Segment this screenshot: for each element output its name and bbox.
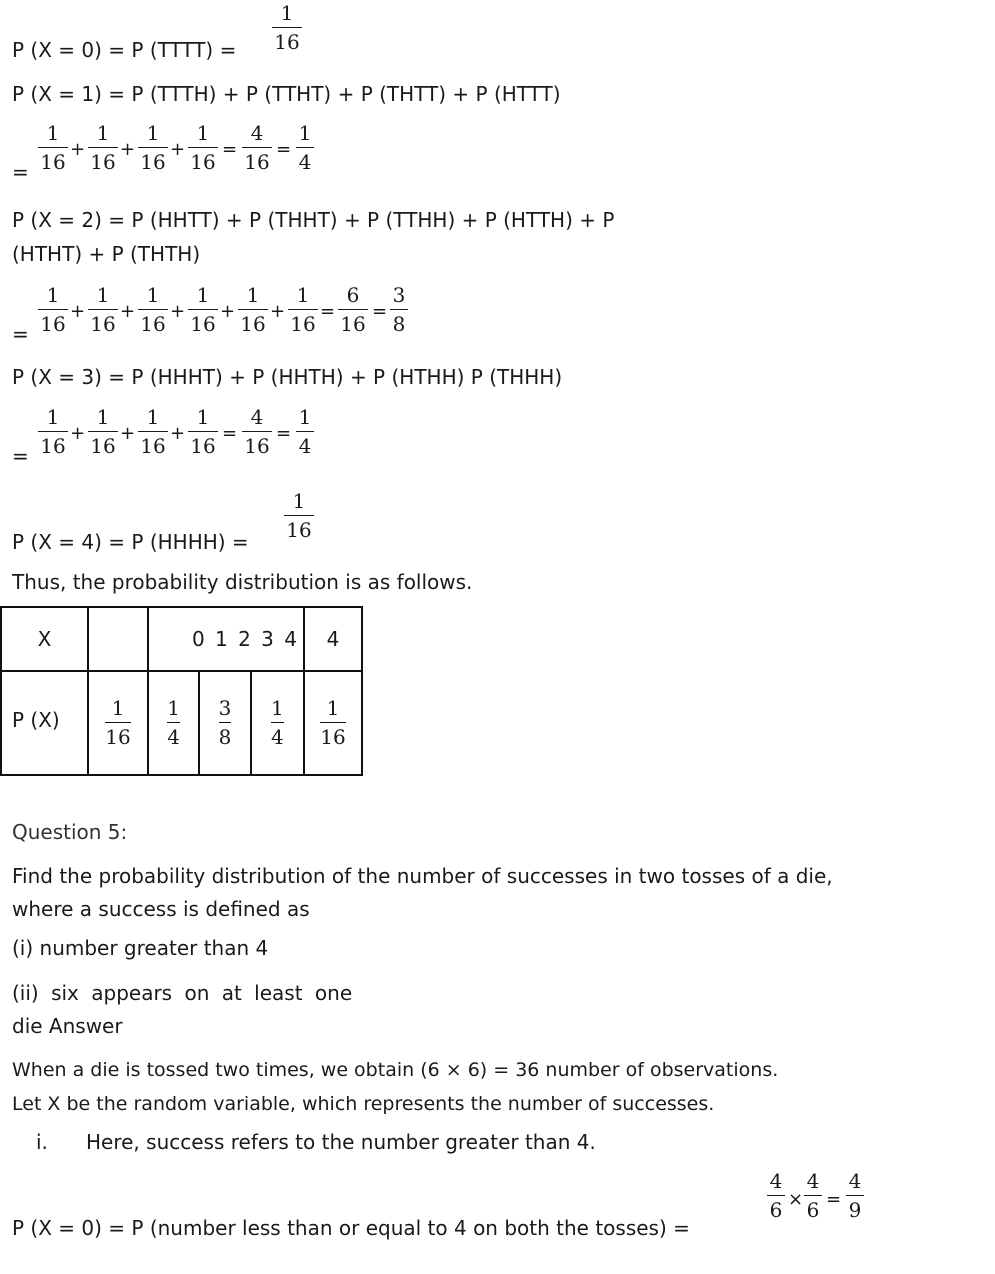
p-value: $\frac{1}{4}$ xyxy=(148,671,199,775)
fraction: 4 16 xyxy=(242,122,272,173)
line-px0: P (X = 0) = P (TTTT) = xyxy=(12,38,237,62)
plus-sign: + xyxy=(120,139,136,160)
distribution-table xyxy=(0,606,363,776)
fraction: 4 6 xyxy=(767,1170,785,1221)
equals-sign: = xyxy=(222,423,238,444)
plus-sign: + xyxy=(270,301,286,322)
fraction: 1 16 xyxy=(138,122,168,173)
answer-line-a: When a die is tossed two times, we obtain (6 × 6) = 36 number of observations. xyxy=(12,1059,779,1081)
fraction: 1 16 xyxy=(88,406,118,457)
roman-i-text: Here, success refers to the number greater than 4. xyxy=(86,1130,596,1154)
fraction: 4 9 xyxy=(846,1170,864,1221)
plus-sign: + xyxy=(170,423,186,444)
answer-line-b: Let X be the random variable, which represents the number of successes. xyxy=(12,1093,715,1115)
equals-sign: = xyxy=(372,301,388,322)
plus-sign: + xyxy=(70,423,86,444)
line-px1: P (X = 1) = P (TTTH) + P (TTHT) + P (THTT) + P (HTTT) xyxy=(12,82,561,106)
fraction: 1 16 xyxy=(88,284,118,335)
fraction: 1 4 xyxy=(296,122,314,173)
option-ii-b: die Answer xyxy=(12,1014,123,1038)
p-value: $\frac{3}{8}$ xyxy=(199,671,250,775)
times-sign: × xyxy=(788,1189,804,1210)
p-header: P (X) xyxy=(1,671,88,775)
fraction: 1 16 xyxy=(238,284,268,335)
fraction: 1 16 xyxy=(138,406,168,457)
fraction-1-16: 1 16 xyxy=(272,2,302,53)
line-px2-a: P (X = 2) = P (HHTT) + P (THHT) + P (TTHH) + P (HTTH) + P xyxy=(12,208,615,232)
table-row xyxy=(1,671,362,775)
plus-sign: + xyxy=(170,139,186,160)
fraction: 1 16 xyxy=(138,284,168,335)
equals-sign: = xyxy=(12,160,29,184)
last-line: P (X = 0) = P (number less than or equal to 4 on both the tosses) = xyxy=(12,1216,690,1240)
fraction: 1 16 xyxy=(38,122,68,173)
plus-sign: + xyxy=(120,423,136,444)
fraction: 4 16 xyxy=(242,406,272,457)
line-px4: P (X = 4) = P (HHHH) = xyxy=(12,530,249,554)
fraction: 1 16 xyxy=(288,284,318,335)
x-header: X xyxy=(1,607,88,671)
table-row xyxy=(1,607,362,671)
fraction: 4 6 xyxy=(804,1170,822,1221)
fraction: 1 4 xyxy=(296,406,314,457)
equals-sign: = xyxy=(826,1189,842,1210)
p-value: $\frac{1}{16}$ xyxy=(304,671,362,775)
equals-sign: = xyxy=(320,301,336,322)
fraction: 1 16 xyxy=(88,122,118,173)
question-text-a: Find the probability distribution of the number of successes in two tosses of a die, xyxy=(12,864,833,888)
plus-sign: + xyxy=(70,301,86,322)
equals-sign: = xyxy=(12,322,29,346)
fraction: 1 16 xyxy=(188,284,218,335)
p-value: $\frac{1}{16}$ xyxy=(88,671,148,775)
table-cell xyxy=(88,607,148,671)
fraction: 1 16 xyxy=(38,284,68,335)
line-px3: P (X = 3) = P (HHHT) + P (HHTH) + P (HTHH) P (THHH) xyxy=(12,365,563,389)
equals-sign: = xyxy=(222,139,238,160)
fraction-1-16: 1 16 xyxy=(284,490,314,541)
fraction: 1 16 xyxy=(38,406,68,457)
equals-sign: = xyxy=(12,444,29,468)
equals-sign: = xyxy=(276,139,292,160)
roman-numeral-i: i. xyxy=(36,1130,48,1154)
fraction: 3 8 xyxy=(390,284,408,335)
plus-sign: + xyxy=(220,301,236,322)
fraction: 1 16 xyxy=(188,406,218,457)
x-values: 0 1 2 3 4 xyxy=(148,607,304,671)
plus-sign: + xyxy=(170,301,186,322)
question-heading: Question 5: xyxy=(12,820,128,844)
option-ii-a: (ii) six appears on at least one xyxy=(12,981,353,1005)
fraction: 1 16 xyxy=(188,122,218,173)
question-text-b: where a success is defined as xyxy=(12,897,310,921)
p-value: $\frac{1}{4}$ xyxy=(251,671,304,775)
option-i: (i) number greater than 4 xyxy=(12,936,269,960)
fraction: 6 16 xyxy=(338,284,368,335)
line-px2-b: (HTHT) + P (THTH) xyxy=(12,242,201,266)
x-last-cell: 4 xyxy=(304,607,362,671)
equals-sign: = xyxy=(276,423,292,444)
thus-line: Thus, the probability distribution is as follows. xyxy=(12,570,473,594)
plus-sign: + xyxy=(120,301,136,322)
plus-sign: + xyxy=(70,139,86,160)
